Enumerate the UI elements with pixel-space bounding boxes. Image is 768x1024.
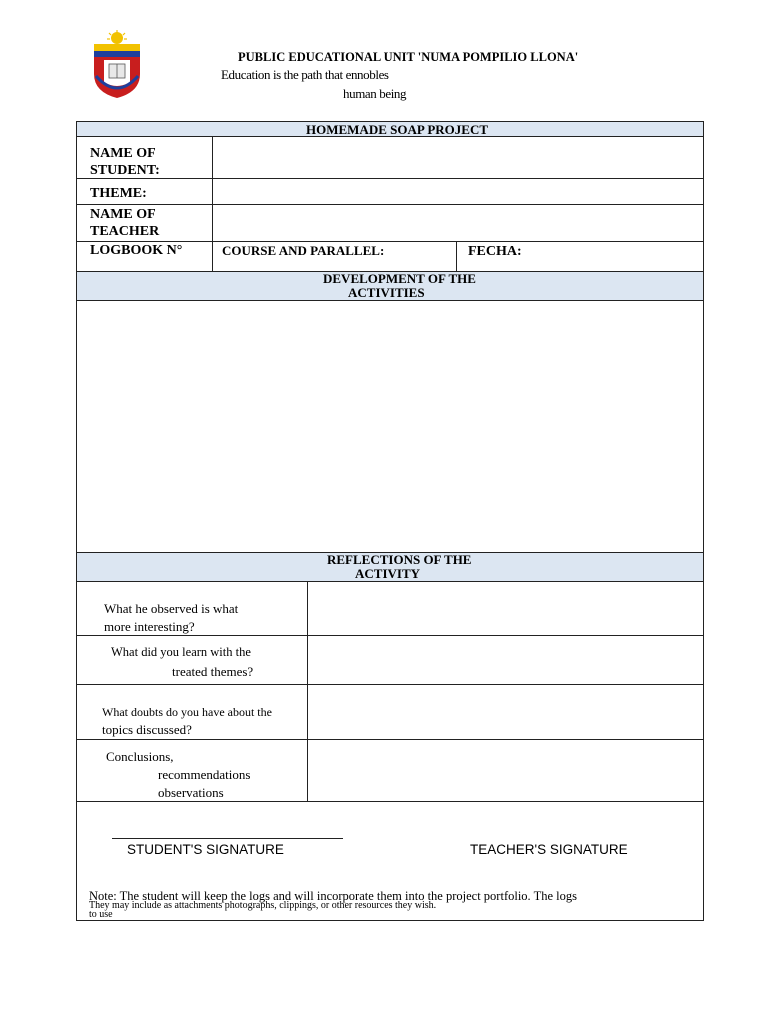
question-1-line-1: What he observed is what [104, 601, 239, 616]
answer-2-field[interactable] [309, 636, 702, 683]
reflections-title-1: REFLECTIONS OF THE [327, 552, 472, 567]
form-title: HOMEMADE SOAP PROJECT [306, 122, 489, 137]
question-4-line-2: recommendations [158, 767, 251, 782]
student-signature-line [112, 838, 343, 839]
date-label: FECHA: [468, 244, 522, 259]
student-signature-label: STUDENT'S SIGNATURE [127, 842, 284, 857]
school-name: PUBLIC EDUCATIONAL UNIT 'NUMA POMPILIO LLONA' [238, 50, 579, 64]
note-line-3: to use [89, 909, 113, 920]
teacher-signature-label: TEACHER'S SIGNATURE [470, 842, 628, 857]
school-crest-logo [90, 30, 144, 100]
question-2-line-2: treated themes? [172, 664, 254, 679]
question-1-line-2: more interesting? [104, 619, 195, 634]
student-name-field[interactable] [214, 137, 702, 177]
logbook-label: LOGBOOK N° [90, 243, 183, 258]
question-4-line-1: Conclusions, [106, 749, 174, 764]
question-4-line-3: observations [158, 785, 224, 800]
question-3-line-1: What doubts do you have about the [102, 705, 272, 719]
teacher-name-label-2: TEACHER [90, 224, 160, 239]
course-label: COURSE AND PARALLEL: [222, 243, 385, 258]
note-line-2: They may include as attachments photographs, clippings, or other resources they wish. [89, 900, 437, 911]
teacher-name-label-1: NAME OF [90, 207, 156, 222]
student-name-label-2: STUDENT: [90, 163, 160, 178]
answer-3-field[interactable] [309, 685, 702, 738]
answer-1-field[interactable] [309, 582, 702, 634]
development-title-2: ACTIVITIES [348, 285, 425, 300]
development-area[interactable] [78, 301, 702, 551]
note-line-1: Note: The student will keep the logs and will incorporate them into the project portfolio. The logs [89, 889, 577, 903]
student-name-label-1: NAME OF [90, 146, 156, 161]
teacher-name-field[interactable] [214, 205, 702, 240]
development-title-1: DEVELOPMENT OF THE [323, 271, 476, 286]
question-2-line-1: What did you learn with the [111, 645, 251, 659]
question-3-line-2: topics discussed? [102, 722, 192, 737]
theme-label: THEME: [90, 186, 147, 201]
answer-4-field[interactable] [309, 740, 702, 800]
motto-line-1: Education is the path that ennobles [221, 67, 389, 82]
theme-field[interactable] [214, 179, 702, 203]
logbook-form [76, 121, 704, 921]
motto-line-2: human being [343, 86, 407, 101]
reflections-title-2: ACTIVITY [355, 566, 421, 581]
